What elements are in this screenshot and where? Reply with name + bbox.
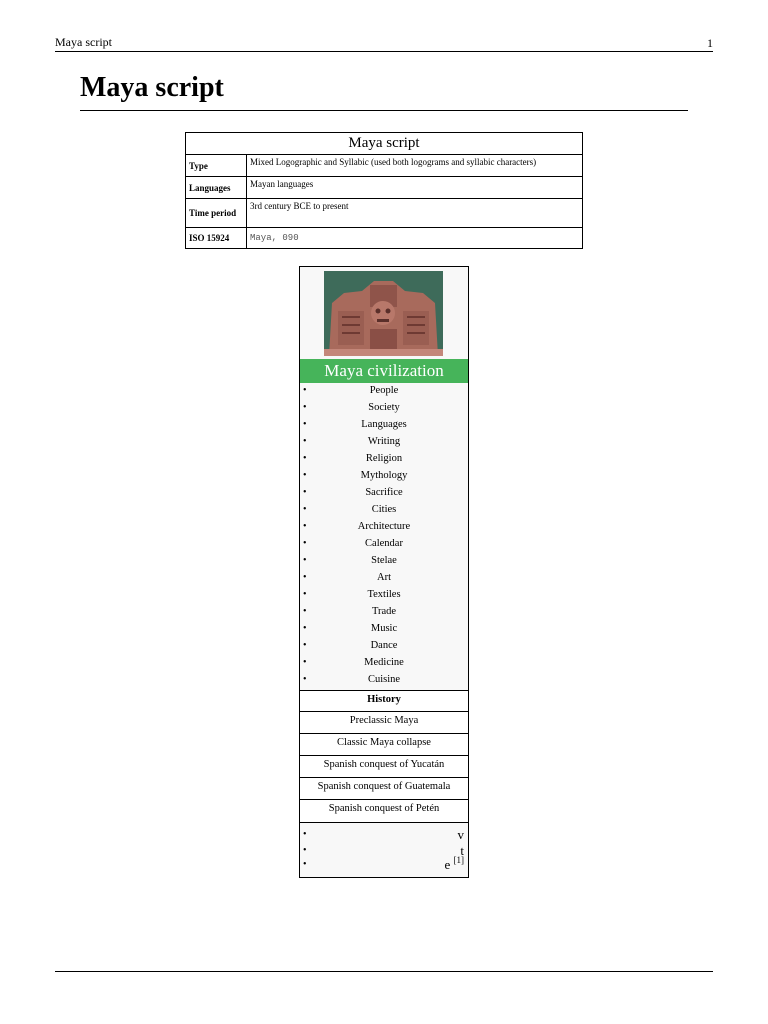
- history-item-preclassic[interactable]: Preclassic Maya: [300, 711, 468, 733]
- vte-edit[interactable]: • e [1]: [303, 855, 464, 872]
- history-item-guatemala[interactable]: Spanish conquest of Guatemala: [300, 777, 468, 799]
- maya-sculpture-image: [324, 271, 443, 356]
- infobox-value[interactable]: Mayan languages: [247, 177, 583, 199]
- history-item-peten[interactable]: Spanish conquest of Petén: [300, 799, 468, 823]
- navbox-list: [300, 383, 468, 689]
- nav-item-society[interactable]: • Society: [303, 402, 400, 413]
- infobox-caption: Maya script: [186, 133, 583, 155]
- infobox-value: 3rd century BCE to present: [247, 199, 583, 228]
- nav-item-medicine[interactable]: • Medicine: [303, 657, 404, 668]
- navbox-title[interactable]: Maya civilization: [300, 359, 468, 383]
- infobox-key: Languages: [186, 177, 247, 199]
- history-heading[interactable]: History: [300, 690, 468, 712]
- page-number: 1: [707, 36, 713, 50]
- vte-talk[interactable]: • t: [303, 843, 464, 858]
- infobox-value: Maya, 090: [247, 228, 583, 249]
- nav-item-music[interactable]: • Music: [303, 623, 398, 634]
- infobox-key: Type: [186, 155, 247, 177]
- history-item-collapse[interactable]: Classic Maya collapse: [300, 733, 468, 755]
- infobox-table: [185, 132, 583, 249]
- nav-item-trade[interactable]: • Trade: [303, 606, 397, 617]
- nav-item-architecture[interactable]: • Architecture: [303, 521, 411, 532]
- nav-item-mythology[interactable]: • Mythology: [303, 470, 408, 481]
- nav-item-calendar[interactable]: • Calendar: [303, 538, 403, 549]
- nav-item-people[interactable]: • People: [303, 385, 399, 396]
- nav-item-cuisine[interactable]: • Cuisine: [303, 674, 401, 685]
- maya-sculpture-illustration: [324, 271, 443, 356]
- page-title: Maya script: [80, 70, 688, 111]
- nav-item-textiles[interactable]: • Textiles: [303, 589, 401, 600]
- footnote-ref[interactable]: [1]: [453, 855, 464, 865]
- history-item-yucatan[interactable]: Spanish conquest of Yucatán: [300, 755, 468, 777]
- footer-rule: [55, 971, 713, 972]
- infobox-key: Time period: [186, 199, 247, 228]
- nav-item-writing[interactable]: • Writing: [303, 436, 401, 447]
- nav-item-sacrifice[interactable]: • Sacrifice: [303, 487, 403, 498]
- infobox-value: Mixed Logographic and Syllabic (used both logograms and syllabic characters): [247, 155, 583, 177]
- nav-item-languages[interactable]: • Languages: [303, 419, 407, 430]
- nav-item-art[interactable]: • Art: [303, 572, 391, 583]
- running-header: [55, 35, 713, 52]
- nav-item-religion[interactable]: • Religion: [303, 453, 403, 464]
- nav-item-dance[interactable]: • Dance: [303, 640, 398, 651]
- nav-item-stelae[interactable]: • Stelae: [303, 555, 397, 566]
- vte-view[interactable]: • v: [303, 827, 464, 842]
- navbox: [299, 266, 469, 878]
- running-header-title: Maya script: [55, 35, 112, 49]
- nav-item-cities[interactable]: • Cities: [303, 504, 397, 515]
- infobox-key: ISO 15924: [186, 228, 247, 249]
